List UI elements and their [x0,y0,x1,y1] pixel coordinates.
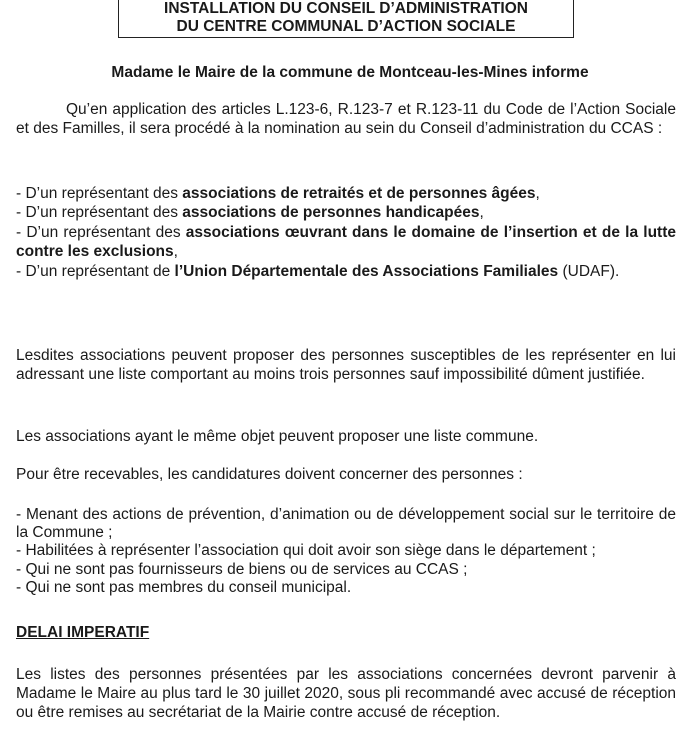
common-list-paragraph: Les associations ayant le même objet peuvent proposer une liste commune. [16,428,539,445]
proposal-paragraph: Lesdites associations peuvent proposer des personnes susceptibles de les représenter en lui adressant une liste comportant au moins trois personnes sauf impossibilité dûment justifiée. [16,347,676,384]
list-item: - Qui ne sont pas membres du conseil municipal. [16,578,352,596]
eligibility-intro: Pour être recevables, les candidatures doivent concerner des personnes : [16,466,523,483]
title-line-2: DU CENTRE COMMUNAL D’ACTION SOCIALE [176,18,516,35]
item-suffix: , [535,185,540,202]
list-item: - Menant des actions de prévention, d’animation ou de développement social sur le territoire de la Commune ; [16,506,676,542]
intro-paragraph: Qu’en application des articles L.123-6, R.123-7 et R.123-11 du Code de l’Action Sociale et des Familles, il sera procédé à la nomination au sein du Conseil d’administration du CCAS : [16,101,676,138]
criteria-list [16,506,676,597]
item-bold: associations de retraités et de personnes âgées [182,185,536,202]
list-item: - Qui ne sont pas fournisseurs de biens ou de services au CCAS ; [16,560,468,578]
list-item: - Habilitées à représenter l’association qui doit avoir son siège dans le département ; [16,542,596,560]
title-line-1: INSTALLATION DU CONSEIL D’ADMINISTRATION [164,0,528,17]
list-item [16,223,676,262]
item-prefix: - D’un représentant des [16,204,183,222]
item-bold: associations œuvrant dans le domaine de l’insertion et de la lutte contre les exclusions [16,223,676,261]
item-bold: associations de personnes handicapées [182,204,480,222]
list-item [16,184,676,203]
item-bold: l’Union Départementale des Associations Familiales [174,262,559,280]
deadline-paragraph: Les listes des personnes présentées par les associations concernées devront parvenir à Madame le Maire au plus tard le 30 juillet 2020, sous pli recommandé avec accusé de réception ou être remises au secrétariat de la Mairie contre accusé de réception. [16,666,676,722]
item-prefix: - D’un représentant de [16,262,175,280]
item-prefix: - D’un représentant des [16,223,186,241]
item-suffix: , [479,204,484,222]
item-suffix: (UDAF). [558,262,620,280]
item-prefix: - D’un représentant des [16,185,183,202]
list-item [16,262,676,281]
document-title-box [118,0,574,38]
representatives-list [16,184,676,281]
deadline-heading: DELAI IMPERATIF [16,624,150,641]
item-suffix: , [173,243,178,261]
notice-heading: Madame le Maire de la commune de Montceau-les-Mines informe [111,64,589,81]
list-item [16,203,676,222]
